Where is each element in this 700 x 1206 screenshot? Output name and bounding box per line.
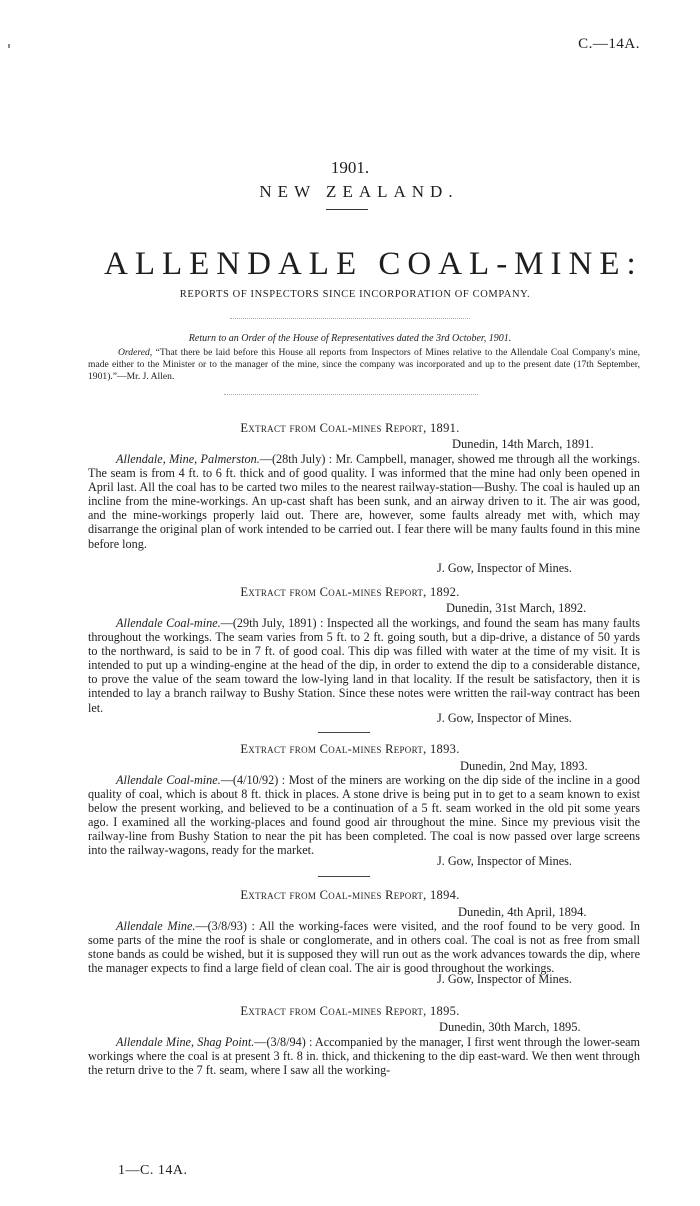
section-lead-1891: Allendale, Mine, Palmerston.	[116, 452, 260, 466]
document-year: 1901.	[330, 158, 370, 177]
section-body-1892	[88, 616, 640, 715]
order-text: “That there be laid before this House all reports from Inspectors of Mines relative to the Allendale Coal Company's mine, made either to the Minister or to the manager of the mine, since the company was incorporated and up to the present date (17th September, 1901).”—Mr. J. Allen.	[88, 347, 640, 382]
section-date-1894: Dunedin, 4th April, 1894.	[458, 905, 587, 919]
section-body-1895	[88, 1035, 640, 1077]
document-title: ALLENDALE COAL-MINE:	[104, 246, 643, 282]
document-country: NEW ZEALAND.	[259, 182, 459, 201]
return-line: Return to an Order of the House of Representatives dated the 3rd October, 1901.	[188, 333, 512, 344]
section-text-1893: —(4/10/92) : Most of the miners are working on the dip side of the incline in a good quality of coal, which is about 8 ft. thick in places. A stone drive is being put in to get to a seam known to exist below the present working, and believed to be a continuation of a 5 ft. seam worked in the old pit some years ago. I examined all the working-places and found good air throughout the mine. Since my previous visit the railway-line from Bushy Station to near the pit has been completed. The coal is now passed over large screens into the railway-wagons, ready for the market.	[88, 773, 640, 858]
document-reference: C.—14A.	[578, 36, 640, 52]
section-lead-1895: Allendale Mine, Shag Point.	[116, 1035, 255, 1049]
section-signature-1894: J. Gow, Inspector of Mines.	[437, 972, 572, 986]
order-rule	[224, 394, 478, 395]
section-rule-1893	[318, 876, 370, 877]
section-signature-1892: J. Gow, Inspector of Mines.	[437, 711, 572, 725]
section-heading-1894: Extract from Coal-mines Report, 1894.	[240, 888, 460, 902]
section-text-1891: —(28th July) : Mr. Campbell, manager, showed me through all the workings. The seam is from 4 ft. to 6 ft. thick and of good quality. I was informed that the mine had only been opened in April last. All the coal has to be carted two miles to the nearest railway-station—Bushy. The coal is hauled up an incline from the mine-workings. An up-cast shaft has been sunk, and an airway driven to it. The air was good, and the mine-workings properly laid out. There are, however, some faults already met with, which may disarrange the original plan of work intended to be carried out. I fear there will be many faults found in this mine before long.	[88, 452, 640, 551]
section-body-1893	[88, 773, 640, 858]
section-signature-1891: J. Gow, Inspector of Mines.	[437, 561, 572, 575]
section-heading-1891: Extract from Coal-mines Report, 1891.	[240, 421, 460, 435]
section-heading-1895: Extract from Coal-mines Report, 1895.	[240, 1004, 460, 1018]
subtitle-rule	[230, 318, 470, 319]
order-paragraph	[88, 347, 640, 383]
section-heading-1892: Extract from Coal-mines Report, 1892.	[240, 585, 460, 599]
page-footer-signature: 1—C. 14A.	[118, 1163, 188, 1178]
section-date-1892: Dunedin, 31st March, 1892.	[446, 601, 587, 615]
section-rule-1892	[318, 732, 370, 733]
section-signature-1893: J. Gow, Inspector of Mines.	[437, 854, 572, 868]
section-date-1893: Dunedin, 2nd May, 1893.	[460, 759, 588, 773]
section-heading-1893: Extract from Coal-mines Report, 1893.	[240, 742, 460, 756]
scan-mark	[8, 44, 10, 48]
section-date-1895: Dunedin, 30th March, 1895.	[439, 1020, 581, 1034]
section-date-1891: Dunedin, 14th March, 1891.	[452, 437, 594, 451]
section-lead-1892: Allendale Coal-mine.	[116, 616, 221, 630]
section-text-1895: —(3/8/94) : Accompanied by the manager, I first went through the lower-seam workings where the coal is at present 3 ft. 8 in. thick, and thickening to the dip east-ward. We then went through the return drive to the 7 ft. seam, where I saw all the working-	[88, 1035, 640, 1078]
section-body-1891	[88, 452, 640, 551]
section-text-1894: —(3/8/93) : All the working-faces were visited, and the roof found to be very good. In some parts of the mine the roof is shale or conglomerate, and in others coal. The coal is not as free from small stone bands as could be wished, but it is supposed they will run out as the work advances towards the dip, where the manager expects to find a large field of clean coal. The air is good throughout the workings.	[88, 919, 640, 976]
header-rule	[326, 209, 368, 210]
order-lead: Ordered,	[118, 347, 153, 358]
section-text-1892: —(29th July, 1891) : Inspected all the workings, and found the seam has many faults throughout the workings. The seam varies from 5 ft. to 2 ft. going south, but a dip-drive, a distance of 50 yards to the northward, is said to be in 7 ft. of good coal. This dip was filled with water at the time of my visit. It is intended to put up a winding-engine at the head of the dip, in order to extend the dip to a considerable distance, to prove the value of the seam toward the low-lying land in that locality. If the result be satisfactory, then it is intended to lay a branch railway to Bushy Station. Since these notes were written the rail-way contract has been let.	[88, 616, 641, 715]
section-body-1894	[88, 919, 640, 975]
section-lead-1893: Allendale Coal-mine.	[116, 773, 221, 787]
section-lead-1894: Allendale Mine.	[116, 919, 196, 933]
document-subtitle: REPORTS OF INSPECTORS SINCE INCORPORATION OF COMPANY.	[179, 289, 531, 300]
